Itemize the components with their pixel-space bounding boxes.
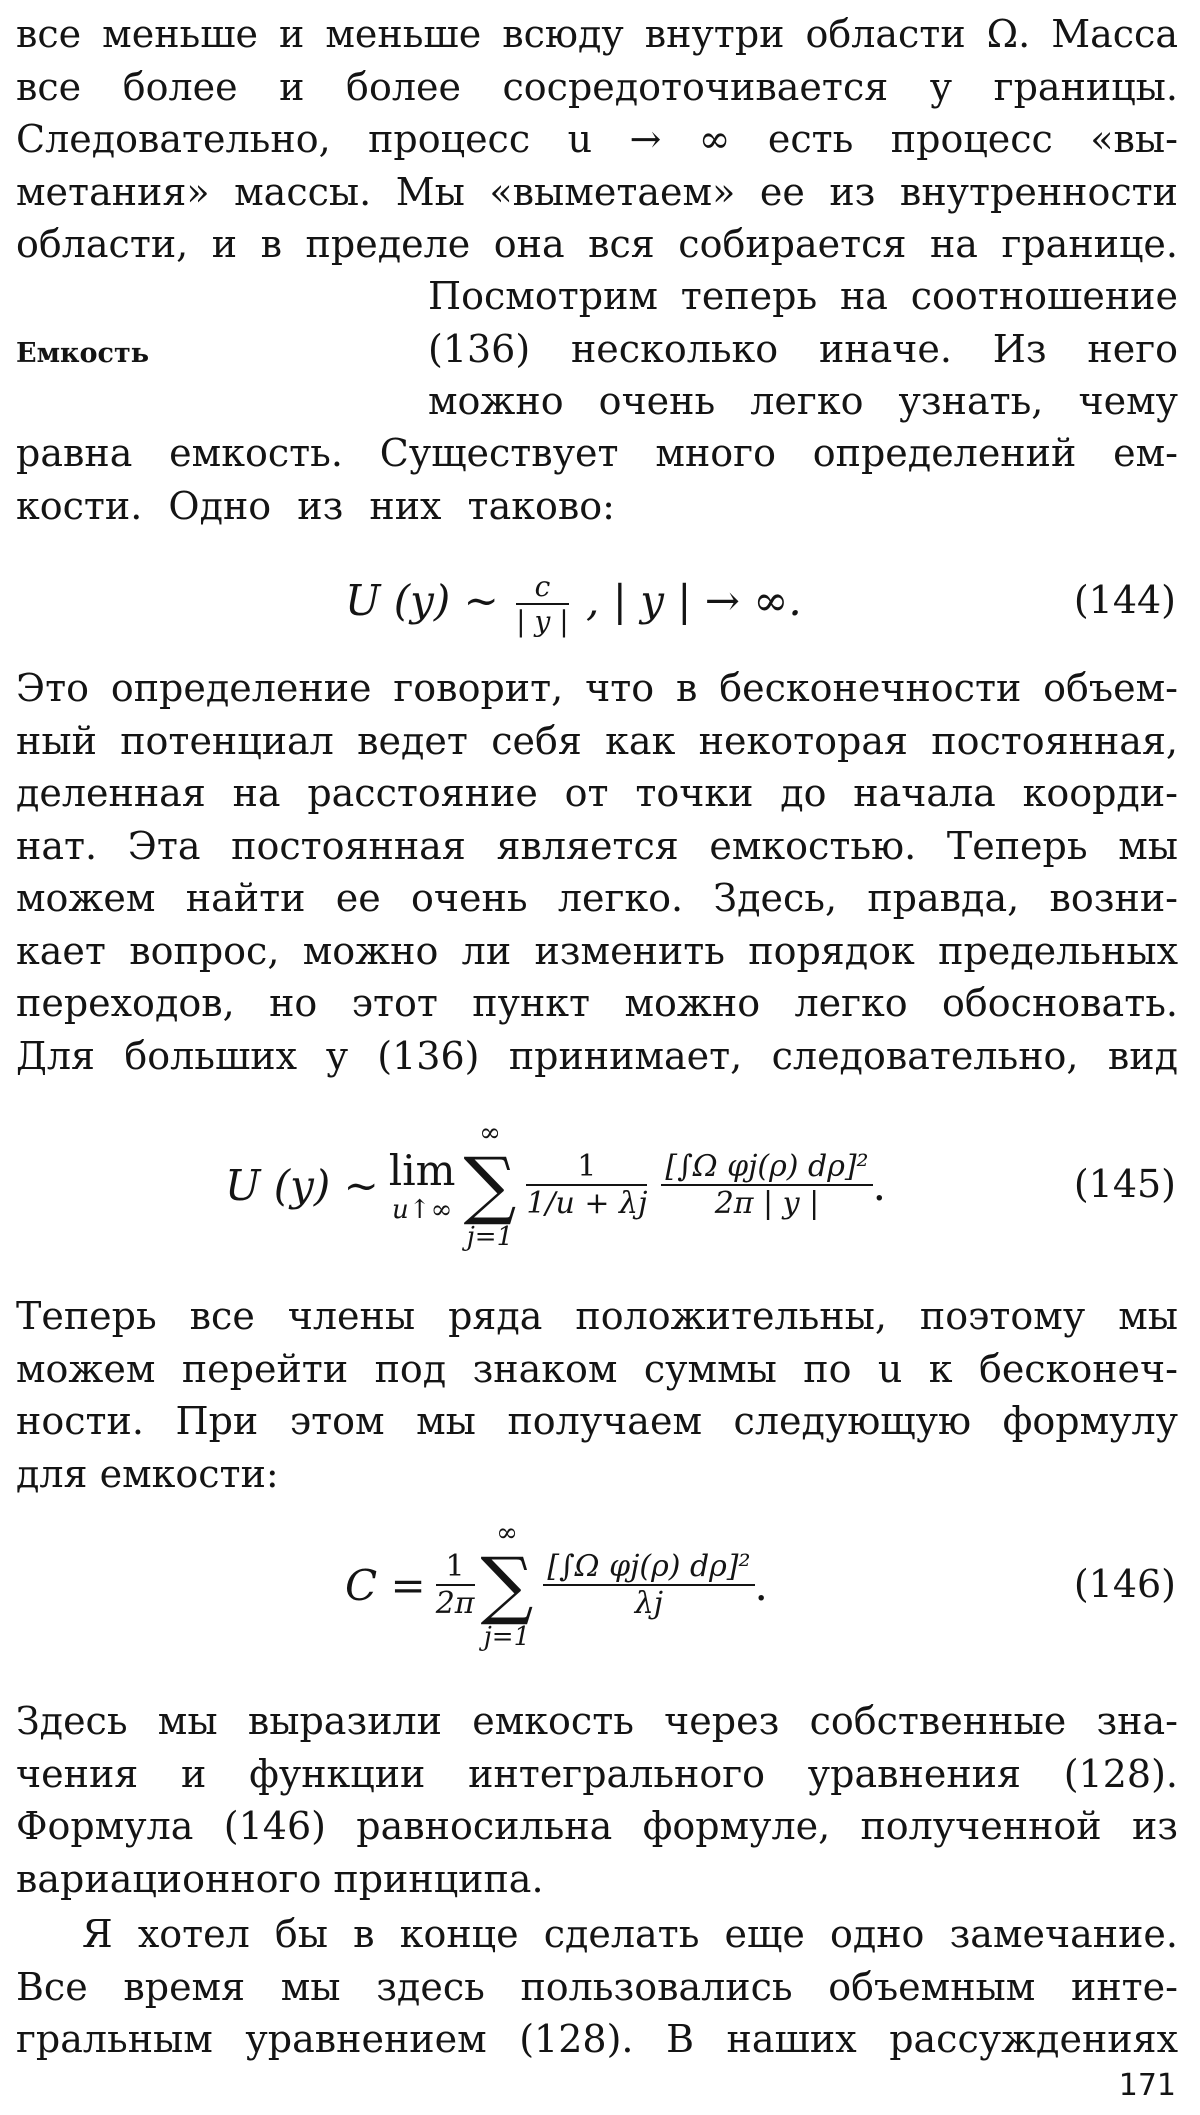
equation-144 bbox=[0, 560, 1200, 660]
sum-lower: j=1 bbox=[483, 1622, 531, 1652]
text-line: можем перейти под знаком суммы по u к бесконеч- bbox=[16, 1346, 1178, 1391]
equation-number: (144) bbox=[1073, 578, 1176, 622]
eq-sum bbox=[481, 1518, 534, 1652]
eq-fraction-1 bbox=[526, 1149, 647, 1221]
text-line: кости. Одно из них таково: bbox=[16, 483, 615, 528]
text-line: можем найти ее очень легко. Здесь, правда, возни- bbox=[16, 876, 1178, 920]
text-line: Посмотрим теперь на соотношение bbox=[428, 274, 1178, 318]
paragraph-5 bbox=[16, 1695, 1178, 1905]
text-line: равна емкость. Существует много определений ем- bbox=[16, 431, 1178, 475]
text-line: гральным уравнением (128). В наших рассуждениях bbox=[16, 2017, 1178, 2061]
equation-body bbox=[345, 1500, 768, 1670]
equation-body bbox=[345, 570, 802, 638]
eq-sum bbox=[464, 1118, 517, 1252]
text-line: вариационного принципа. bbox=[16, 1856, 544, 1901]
eq-numerator: 1 bbox=[526, 1149, 647, 1186]
equation-body bbox=[225, 1100, 886, 1270]
sum-upper: ∞ bbox=[496, 1518, 518, 1548]
paragraph-4 bbox=[16, 1290, 1178, 1500]
equation-145 bbox=[0, 1100, 1200, 1270]
text-line: Здесь мы выразили емкость через собственные зна- bbox=[16, 1699, 1178, 1743]
lim-subscript: u↑∞ bbox=[392, 1194, 453, 1225]
text-line: переходов, но этот пункт можно легко обосновать. bbox=[16, 981, 1178, 1025]
paragraph-6 bbox=[16, 1908, 1178, 2066]
equation-number: (146) bbox=[1073, 1562, 1176, 1606]
text-line: Следовательно, процесс u → ∞ есть процесс «вы- bbox=[16, 117, 1178, 161]
paragraph-2-indented bbox=[428, 270, 1178, 428]
sum-sign: ∑ bbox=[463, 1142, 517, 1228]
equation-number: (145) bbox=[1073, 1162, 1176, 1206]
text-line: деленная на расстояние от точки до начала коорди- bbox=[16, 771, 1178, 815]
text-line: кает вопрос, можно ли изменить порядок предельных bbox=[16, 928, 1178, 973]
lim-text: lim bbox=[388, 1145, 456, 1195]
text-line: все более и более сосредоточивается у границы. bbox=[16, 64, 1178, 109]
eq-lhs: C = bbox=[345, 1560, 426, 1610]
text-line: (136) несколько иначе. Из него bbox=[428, 326, 1178, 371]
paragraph-1 bbox=[16, 8, 1178, 271]
sum-lower: j=1 bbox=[466, 1222, 514, 1252]
eq-denominator: 2π bbox=[435, 1586, 475, 1621]
sum-sign: ∑ bbox=[480, 1542, 534, 1628]
paragraph-2 bbox=[16, 427, 1178, 532]
text-line: можно очень легко узнать, чему bbox=[428, 379, 1178, 423]
eq-denominator: | y | bbox=[516, 605, 569, 638]
paragraph-3 bbox=[16, 662, 1178, 1082]
eq-lhs: U (y) ∼ bbox=[225, 1160, 379, 1210]
page-number: 171 bbox=[1118, 2068, 1176, 2103]
eq-constant bbox=[436, 1549, 475, 1621]
side-heading: Емкость bbox=[16, 338, 150, 369]
eq-denominator: λj bbox=[634, 1586, 664, 1621]
text-line: Все время мы здесь пользовались объемным инте- bbox=[16, 1964, 1178, 2009]
text-line: для емкости: bbox=[16, 1451, 279, 1496]
eq-fraction-2 bbox=[661, 1149, 872, 1221]
text-line: ности. При этом мы получаем следующую формулу bbox=[16, 1399, 1178, 1443]
text-line: области, и в пределе она вся собирается на границе. bbox=[16, 222, 1178, 266]
text-line: метания» массы. Мы «выметаем» ее из внутренности bbox=[16, 169, 1178, 214]
eq-end: . bbox=[872, 1160, 886, 1210]
eq-numerator: c bbox=[516, 570, 569, 605]
eq-denominator: 2π | y | bbox=[714, 1186, 820, 1221]
sum-upper: ∞ bbox=[479, 1118, 501, 1148]
text-line: Для больших y (136) принимает, следовательно, вид bbox=[16, 1033, 1178, 1078]
text-line: ный потенциал ведет себя как некоторая постоянная, bbox=[16, 718, 1178, 763]
text-line: Это определение говорит, что в бесконечности объем- bbox=[16, 666, 1178, 710]
text-line: нат. Эта постоянная является емкостью. Теперь мы bbox=[16, 823, 1178, 868]
eq-numerator: [∫Ω φj(ρ) dρ]² bbox=[661, 1149, 872, 1186]
eq-numerator: [∫Ω φj(ρ) dρ]² bbox=[543, 1549, 754, 1586]
eq-denominator: 1/u + λj bbox=[526, 1186, 648, 1221]
eq-fraction bbox=[516, 570, 569, 638]
eq-end: . bbox=[754, 1560, 768, 1610]
eq-limit bbox=[389, 1146, 456, 1225]
text-line: чения и функции интегрального уравнения (128). bbox=[16, 1751, 1178, 1796]
eq-numerator: 1 bbox=[436, 1549, 475, 1586]
text-line: все меньше и меньше всюду внутри области Ω. Масса bbox=[16, 12, 1178, 56]
equation-146 bbox=[0, 1500, 1200, 1670]
eq-lhs: U (y) ∼ bbox=[345, 576, 499, 625]
eq-rest: , | y | → ∞. bbox=[586, 576, 802, 625]
text-line: Я хотел бы в конце сделать еще одно замечание. bbox=[82, 1912, 1178, 1956]
text-line: Формула (146) равносильна формуле, полученной из bbox=[16, 1804, 1178, 1848]
eq-fraction bbox=[543, 1549, 754, 1621]
text-line: Теперь все члены ряда положительны, поэтому мы bbox=[16, 1294, 1178, 1338]
